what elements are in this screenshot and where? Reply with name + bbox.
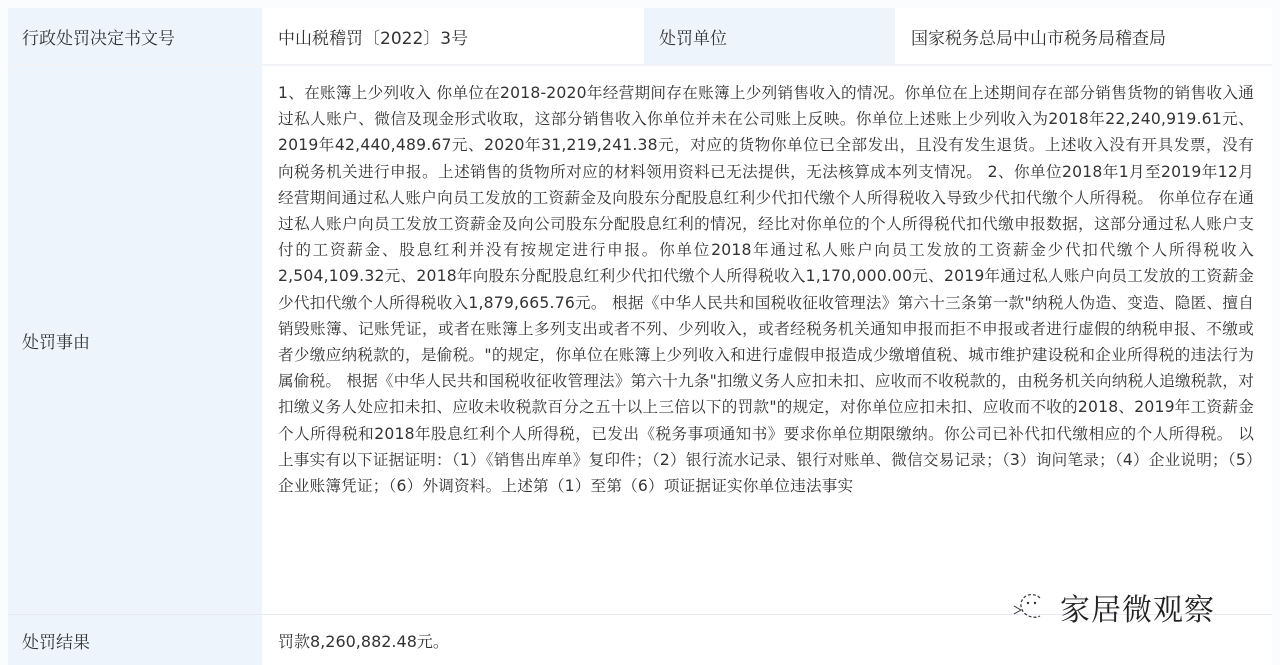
watermark	[1012, 585, 1215, 629]
penalty-decision-table	[8, 8, 1272, 665]
penalty-reason-text: 1、在账簿上少列收入 你单位在2018-2020年经营期间存在账簿上少列销售收入的情况。你单位在上述期间存在部分销售货物的销售收入通过私人账户、微信及现金形式收取，这部分销售收入你单位并未在公司账上反映。你单位上述账上少列收入为2018年22,240,919.61元、2019年42,440,489.67元、2020年31,219,241.38元，对应的货物你单位已全部发出，且没有发生退货。上述收入没有开具发票，没有向税务机关进行申报。上述销售的货物所对应的材料领用资料已无法提供，无法核算成本列支情况。 2、你单位2018年1月至2019年12月经营期间通过私人账户向员工发放的工资薪金及向股东分配股息红利少代扣代缴个人所得税收入导致少代扣代缴个人所得税。 你单位存在通过私人账户向员工发放工资薪金及向公司股东分配股息红利的情况，经比对你单位的个人所得税代扣代缴申报数据，这部分通过私人账户支付的工资薪金、股息红利并没有按规定进行申报。你单位2018年通过私人账户向员工发放的工资薪金少代扣代缴个人所得税收入2,504,109.32元、2018年向股东分配股息红利少代扣代缴个人所得税收入1,170,000.00元、2019年通过私人账户向员工发放的工资薪金少代扣代缴个人所得税收入1,879,665.76元。 根据《中华人民共和国税收征收管理法》第六十三条第一款"纳税人伪造、变造、隐匿、擅自销毁账簿、记账凭证，或者在账簿上多列支出或者不列、少列收入，或者经税务机关通知申报而拒不申报或者进行虚假的纳税申报、不缴或者少缴应纳税款的，是偷税。"的规定，你单位在账簿上少列收入和进行虚假申报造成少缴增值税、城市维护建设税和企业所得税的违法行为属偷税。 根据《中华人民共和国税收征收管理法》第六十九条"扣缴义务人应扣未扣、应收而不收税款的，由税务机关向纳税人追缴税款，对扣缴义务人处应扣未扣、应收未收税款百分之五十以上三倍以下的罚款"的规定，对你单位应扣未扣、应收而不收的2018、2019年工资薪金个人所得税和2018年股息红利个人所得税，已发出《税务事项通知书》要求你单位期限缴纳。你公司已补代扣代缴相应的个人所得税。 以上事实有以下证据证明：（1）《销售出库单》复印件；（2）银行流水记录、银行对账单、微信交易记录；（3）询问笔录；（4）企业说明；（5）企业账簿凭证；（6）外调资料。上述第（1）至第（6）项证据证实你单位违法事实	[262, 66, 1272, 614]
table-row-doc-number	[8, 8, 1272, 66]
table-row-reason	[8, 66, 1272, 615]
doc-number-label: 行政处罚决定书文号	[8, 8, 262, 64]
watermark-text: 家居微观察	[1060, 593, 1215, 628]
doc-number-value: 中山税稽罚〔2022〕3号	[262, 8, 645, 64]
penalty-result-value: 罚款8,260,882.48元。	[262, 615, 1272, 665]
wechat-smiley-icon	[1012, 590, 1052, 624]
penalty-result-label: 处罚结果	[8, 615, 262, 665]
penalty-unit-value: 国家税务总局中山市税务局稽查局	[895, 8, 1272, 64]
penalty-reason-label: 处罚事由	[8, 66, 262, 614]
penalty-unit-label: 处罚单位	[645, 8, 895, 64]
